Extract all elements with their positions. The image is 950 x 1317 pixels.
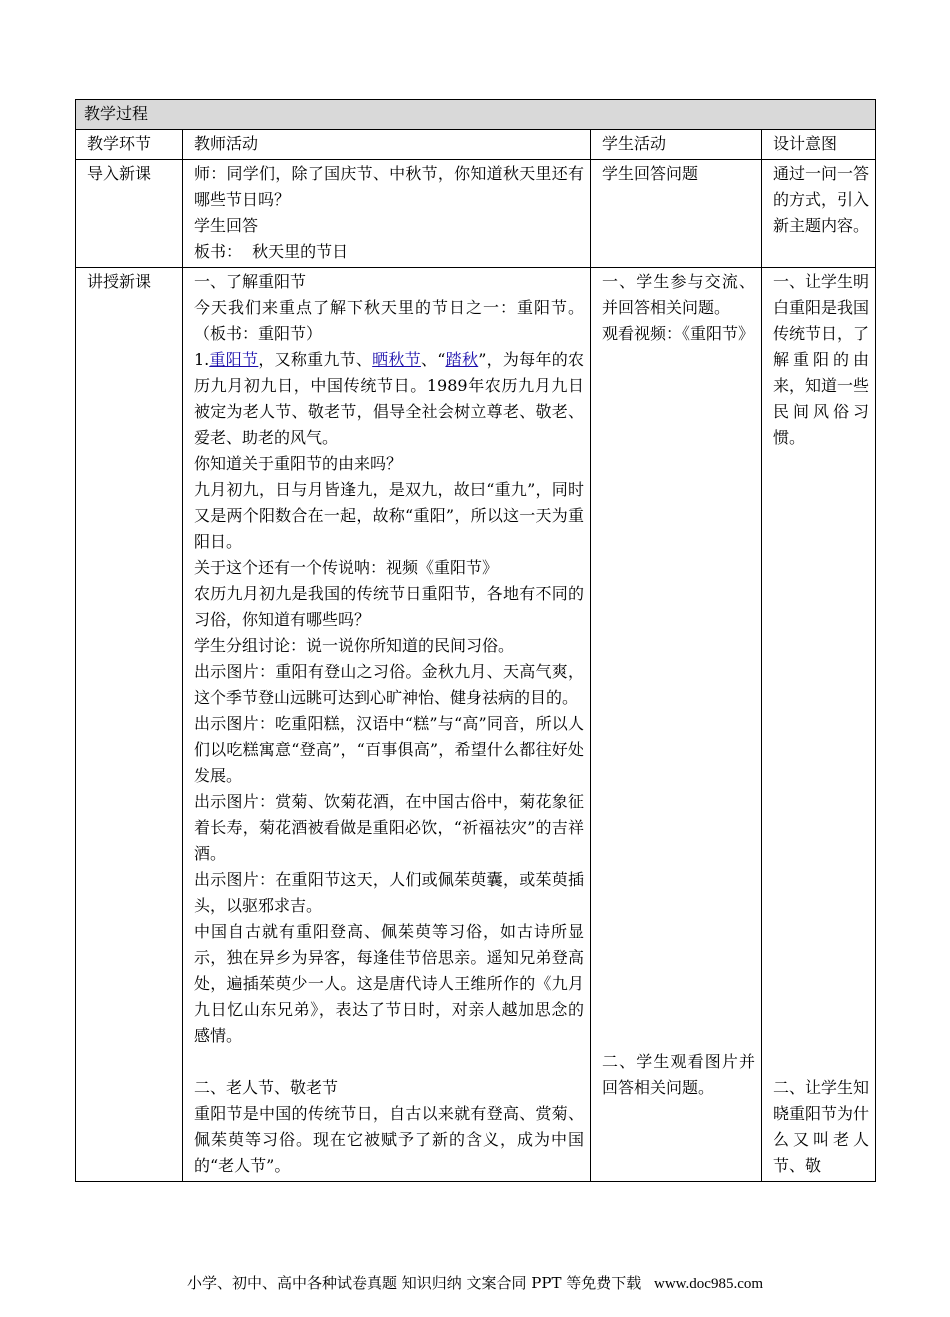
student-activity: 二、学生观看图片并回答相关问题。 — [602, 1052, 755, 1097]
intro-teacher-cell — [183, 160, 591, 268]
text-segment: ”，为每年的农历九月初九日，中国传统节日。1989年农历九月九日被定为老人节、敬老节，倡导全社会树立尊老、敬老、爱老、助老的风气。 — [194, 350, 584, 447]
section-heading: 二、老人节、敬老节 — [194, 1078, 339, 1097]
intro-teacher-line: 学生回答 — [194, 216, 259, 235]
lecture-design-cell — [762, 268, 876, 1182]
intro-student-text: 学生回答问题 — [602, 164, 699, 183]
header-student: 学生活动 — [591, 130, 762, 160]
header-design: 设计意图 — [762, 130, 876, 160]
design-intent: 二、让学生知晓重阳节为什么又叫老人节、敬 — [773, 1078, 870, 1175]
intro-phase: 导入新课 — [76, 160, 183, 268]
student-activity: 一、学生参与交流、并回答相关问题。 — [602, 272, 755, 317]
teacher-paragraph: 出示图片：在重阳节这天，人们或佩茱萸囊，或茱萸插头，以驱邪求吉。 — [194, 870, 584, 915]
text-segment: ，又称重九节、 — [258, 350, 373, 369]
teacher-paragraph: 今天我们来重点了解下秋天里的节日之一：重阳节。（板书：重阳节） — [194, 298, 584, 343]
link-taqiu[interactable]: 踏秋 — [445, 350, 479, 369]
intro-teacher-line: 师：同学们，除了国庆节、中秋节，你知道秋天里还有哪些节日吗？ — [194, 164, 584, 209]
teacher-paragraph: 重阳节是中国的传统节日，自古以来就有登高、赏菊、佩茱萸等习俗。现在它被赋予了新的含义，成为中国的“老人节”。 — [194, 1104, 584, 1175]
table-title: 教学过程 — [76, 100, 876, 130]
teacher-paragraph: 九月初九，日与月皆逢九，是双九，故曰“重九”，同时又是两个阳数合在一起，故称“重阳”，所以这一天为重阳日。 — [194, 480, 584, 551]
header-teacher: 教师活动 — [183, 130, 591, 160]
lecture-teacher-cell — [183, 268, 591, 1182]
lecture-phase: 讲授新课 — [76, 268, 183, 1182]
teacher-paragraph: 农历九月初九是我国的传统节日重阳节，各地有不同的习俗，你知道有哪些吗？ — [194, 584, 584, 629]
teacher-paragraph-definition — [194, 347, 584, 451]
table-header-row — [76, 130, 876, 160]
footer-text: 小学、初中、高中各种试卷真题 知识归纳 文案合同 PPT 等免费下载 — [186, 1274, 642, 1292]
link-chongyang[interactable]: 重阳节 — [209, 350, 259, 369]
teacher-paragraph: 出示图片：吃重阳糕，汉语中“糕”与“高”同音，所以人们以吃糕寓意“登高”，“百事俱高”，希望什么都往好处发展。 — [194, 714, 584, 785]
link-shaiqiu[interactable]: 晒秋节 — [372, 350, 421, 369]
text-segment: 、“ — [420, 350, 446, 369]
section-heading: 一、了解重阳节 — [194, 272, 307, 291]
header-phase: 教学环节 — [76, 130, 183, 160]
intro-design — [762, 160, 876, 268]
teacher-paragraph: 中国自古就有重阳登高、佩茱萸等习俗，如古诗所显示，独在异乡为异客，每逢佳节倍思亲。遥知兄弟登高处，遍插茱萸少一人。这是唐代诗人王维所作的《九月九日忆山东兄弟》，表达了节日时，对亲人越加思念的感情。 — [194, 922, 584, 1045]
blank-line — [194, 1049, 584, 1075]
intro-teacher-line: 板书： 秋天里的节日 — [194, 242, 349, 261]
cell-spacer — [773, 451, 869, 1075]
table-row-lecture — [76, 268, 876, 1182]
student-activity: 观看视频：《重阳节》 — [602, 324, 755, 343]
teacher-paragraph: 你知道关于重阳节的由来吗？ — [194, 454, 403, 473]
lesson-table — [75, 99, 876, 1182]
footer-url[interactable]: www.doc985.com — [654, 1276, 764, 1292]
table-row-intro — [76, 160, 876, 268]
teacher-paragraph: 学生分组讨论：说一说你所知道的民间习俗。 — [194, 636, 515, 655]
teacher-paragraph: 关于这个还有一个传说呐：视频《重阳节》 — [194, 558, 499, 577]
table-title-row — [76, 100, 876, 130]
design-intent: 一、让学生明白重阳是我国传统节日，了解重阳的由来，知道一些民间风俗习惯。 — [773, 272, 870, 447]
item-number: 1. — [194, 350, 210, 369]
intro-design-text: 通过一问一答的方式，引入新主题内容。 — [773, 164, 870, 235]
cell-spacer — [602, 347, 755, 1049]
intro-student — [591, 160, 762, 268]
teacher-paragraph: 出示图片：赏菊、饮菊花酒，在中国古俗中，菊花象征着长寿，菊花酒被看做是重阳必饮，“祈福祛灾”的吉祥酒。 — [194, 792, 584, 863]
teacher-paragraph: 出示图片：重阳有登山之习俗。金秋九月、天高气爽，这个季节登山远眺可达到心旷神怡、健身祛病的目的。 — [194, 662, 584, 707]
page-footer — [0, 1272, 950, 1293]
lecture-student-cell — [591, 268, 762, 1182]
